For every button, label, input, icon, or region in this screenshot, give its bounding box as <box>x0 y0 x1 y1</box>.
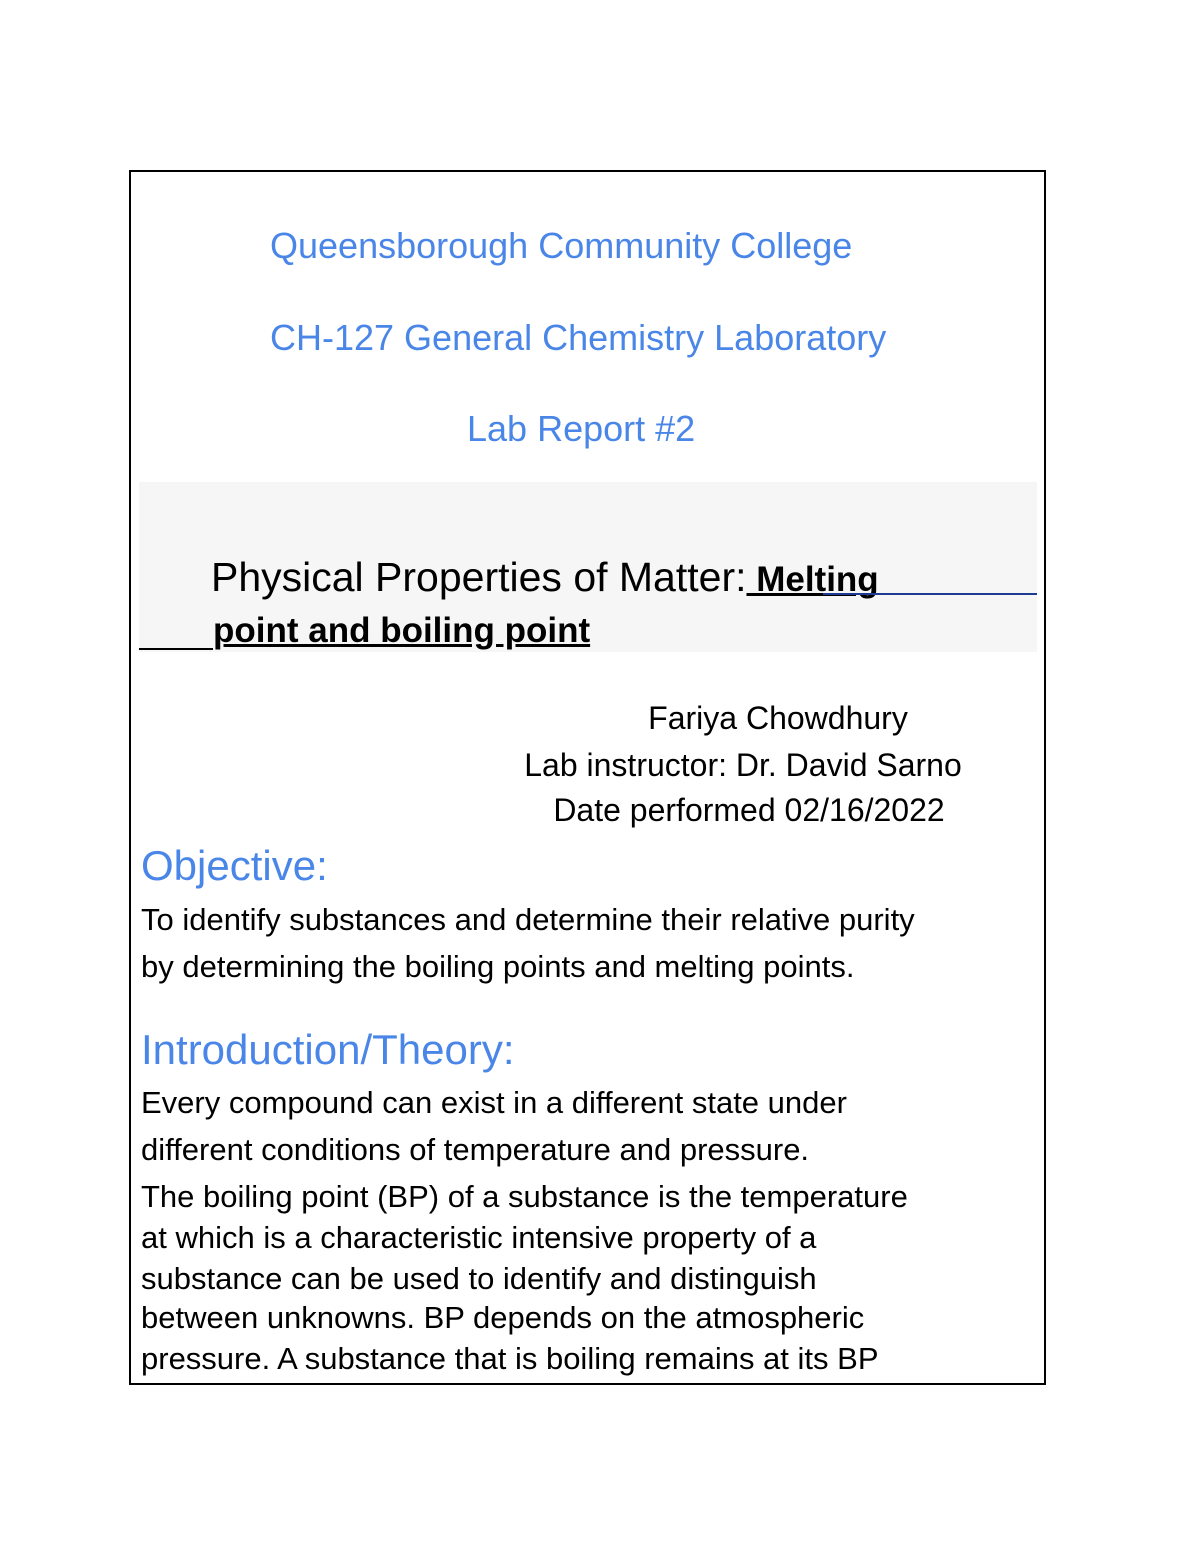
author-name: Fariya Chowdhury <box>648 700 908 736</box>
intro-line-3: The boiling point (BP) of a substance is the temperature <box>141 1179 908 1214</box>
college-name: Queensborough Community College <box>270 225 853 266</box>
title-bold-text: Melting <box>746 560 879 599</box>
intro-line-5: substance can be used to identify and distinguish <box>141 1261 817 1296</box>
report-number: Lab Report #2 <box>467 408 696 449</box>
objective-heading: Objective: <box>141 842 328 889</box>
objective-line-1: To identify substances and determine their relative purity <box>141 902 915 937</box>
intro-line-7: pressure. A substance that is boiling remains at its BP <box>141 1341 879 1376</box>
intro-line-6: between unknowns. BP depends on the atmospheric <box>141 1300 865 1335</box>
intro-line-1: Every compound can exist in a different state under <box>141 1085 847 1120</box>
lab-instructor: Lab instructor: Dr. David Sarno <box>524 747 962 783</box>
intro-line-4: at which is a characteristic intensive property of a <box>141 1220 817 1255</box>
title-underline-2 <box>139 648 213 650</box>
introduction-heading: Introduction/Theory: <box>141 1026 515 1073</box>
report-title-line2: point and boiling point <box>213 611 591 650</box>
course-title: CH-127 General Chemistry Laboratory <box>270 317 887 358</box>
date-performed: Date performed 02/16/2022 <box>553 792 945 828</box>
intro-line-2: different conditions of temperature and pressure. <box>141 1132 810 1167</box>
title-main-text: Physical Properties of Matter: <box>211 554 747 600</box>
objective-line-2: by determining the boiling points and melting points. <box>141 949 855 984</box>
page-frame <box>129 170 1046 1385</box>
report-title <box>211 554 879 600</box>
title-underline-1 <box>823 593 1037 595</box>
